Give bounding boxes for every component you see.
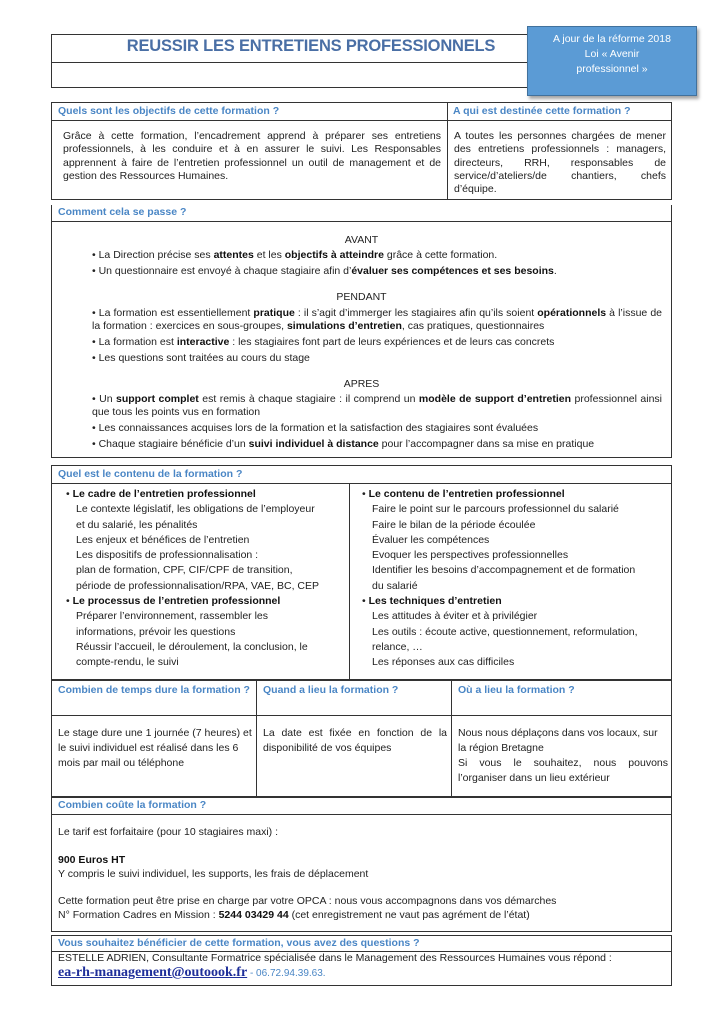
topic-line: Préparer l’environnement, rassembler les (76, 610, 268, 623)
logistics-section (51, 680, 672, 797)
contact-section (51, 935, 672, 986)
divider (52, 814, 671, 815)
divider (52, 221, 671, 222)
content-left-column (66, 487, 346, 671)
contact-links (58, 966, 326, 980)
topic-line: Evoquer les perspectives professionnelles (372, 549, 569, 562)
contact-text: ESTELLE ADRIEN, Consultante Formatrice spécialisée dans le Management des Ressources Humaines vous répond : (58, 952, 612, 964)
divider (52, 680, 671, 681)
topic-lines (362, 609, 667, 670)
where-line: Si vous le souhaitez, nous pouvons l’organiser dans un lieu extérieur (458, 757, 668, 784)
audience-label: A qui est destinée cette formation ? (453, 105, 631, 117)
divider (256, 680, 257, 796)
topic-title: • Le cadre de l’entretien professionnel (66, 487, 346, 502)
topic-line: Réussir l’accueil, le déroulement, la conclusion, le (76, 640, 308, 653)
content-right-column (362, 487, 667, 671)
cost-line: Y compris le suivi individuel, les supports, les frais de déplacement (58, 868, 369, 880)
topic-line: informations, prévoir les questions (76, 625, 236, 638)
cost-section (51, 797, 672, 932)
badge-line: Loi « Avenir (584, 48, 640, 60)
reform-badge (527, 26, 697, 96)
divider (52, 483, 671, 484)
topic-line: Faire le point sur le parcours professionnel du salarié (372, 503, 619, 516)
topic-line: compte-rendu, le suivi (76, 656, 179, 669)
apres-heading: APRES (343, 378, 380, 390)
objectives-section (51, 102, 672, 200)
topic-title: • Les techniques d’entretien (362, 594, 667, 609)
divider (52, 120, 671, 121)
topic-line: Les dispositifs de professionnalisation : (76, 549, 259, 562)
contact-label: Vous souhaitez bénéficier de cette formation, vous avez des questions ? (58, 937, 420, 949)
header-divider (51, 62, 591, 63)
topic-title: • Le contenu de l’entretien professionnel (362, 487, 667, 502)
where-line: Nous nous déplaçons dans vos locaux, sur la région Bretagne (458, 727, 658, 754)
phone-number: - 06.72.94.39.63. (247, 968, 326, 979)
topic-line: Faire le bilan de la période écoulée (372, 518, 536, 531)
topic-lines (362, 502, 667, 594)
cost-line: Cette formation peut être prise en charge par votre OPCA : nous vous accompagnons dans vos démarches (58, 895, 557, 907)
divider (349, 483, 350, 679)
process-section (51, 205, 672, 458)
audience-text: A toutes les personnes chargées de mener des entretiens professionnels : managers, directeurs, RRH, responsables de service/d’ateliers/de chantiers, chefs d’équipe. (454, 130, 666, 196)
badge-line: A jour de la réforme 2018 (553, 33, 671, 45)
process-label: Comment cela se passe ? (58, 206, 187, 218)
topic-lines (66, 502, 346, 594)
pendant-bullet: • Les questions sont traitées au cours du stage (92, 352, 662, 365)
content-label: Quel est le contenu de la formation ? (58, 468, 243, 480)
cost-line: Le tarif est forfaitaire (pour 10 stagiaires maxi) : (58, 826, 279, 838)
pendant-bullet: • La formation est essentiellement pratique : il s’agit d’immerger les stagiaires afin qu’ils soient opérationnels à l’issue de la formation : exercices en sous-groupes, simulations d’entretien, cas pratiques, questionnaires (92, 307, 662, 334)
divider (52, 715, 671, 716)
topic-line: Identifier les besoins d’accompagnement et de formation (372, 564, 636, 577)
topic-line: Les enjeux et bénéfices de l’entretien (76, 533, 250, 546)
when-text: La date est fixée en fonction de la disponibilité de vos équipes (263, 727, 447, 754)
apres-bullet: • Chaque stagiaire bénéficie d’un suivi individuel à distance pour l’accompagner dans sa mise en pratique (92, 438, 662, 451)
cost-label: Combien coûte la formation ? (58, 799, 207, 811)
apres-bullet: • Un support complet est remis à chaque stagiaire : il comprend un modèle de support d’entretien professionnel ainsi que tous les points vus en formation (92, 393, 662, 420)
topic-line: Les attitudes à éviter et à privilégier (372, 610, 538, 623)
duration-text: Le stage dure une 1 journée (7 heures) et le suivi individuel est réalisé dans les 6 mois par mail ou téléphone (58, 727, 252, 769)
avant-bullet: • Un questionnaire est envoyé à chaque stagiaire afin d’évaluer ses compétences et ses besoins. (92, 265, 662, 278)
avant-heading: AVANT (344, 234, 379, 246)
where-text (458, 726, 668, 786)
topic-line: Le contexte législatif, les obligations de l’employeur (76, 503, 315, 516)
badge-line: professionnel » (576, 63, 648, 75)
divider (447, 103, 448, 199)
topic-line: Les réponses aux cas difficiles (372, 656, 515, 669)
registration-number: N° Formation Cadres en Mission : 5244 03429 44 (cet enregistrement ne vaut pas agrément de l’état) (58, 909, 530, 921)
topic-title: • Le processus de l’entretien professionnel (66, 594, 346, 609)
duration-label: Combien de temps dure la formation ? (58, 684, 250, 696)
apres-bullet: • Les connaissances acquises lors de la formation et la satisfaction des stagiaires sont évaluées (92, 422, 662, 435)
topic-line: relance, … (372, 640, 423, 653)
topic-line: période de professionnalisation/RPA, VAE, BC, CEP (76, 579, 319, 592)
divider (451, 680, 452, 796)
topic-line: plan de formation, CPF, CIF/CPF de transition, (76, 564, 293, 577)
topic-lines (66, 609, 346, 670)
where-label: Où a lieu la formation ? (458, 684, 575, 696)
topic-line: Évaluer les compétences (372, 533, 490, 546)
content-section (51, 465, 672, 680)
price: 900 Euros HT (58, 854, 126, 866)
topic-line: Les outils : écoute active, questionnement, reformulation, (372, 625, 638, 638)
topic-line: et du salarié, les pénalités (76, 518, 198, 531)
when-label: Quand a lieu la formation ? (263, 684, 399, 696)
objectives-label: Quels sont les objectifs de cette formation ? (58, 105, 280, 117)
pendant-heading: PENDANT (336, 291, 387, 303)
topic-line: du salarié (372, 579, 418, 592)
page-title: REUSSIR LES ENTRETIENS PROFESSIONNELS (126, 37, 496, 55)
email-link[interactable]: ea-rh-management@outoook.fr (58, 965, 248, 980)
avant-bullet: • La Direction précise ses attentes et les objectifs à atteindre grâce à cette formation. (92, 249, 662, 262)
pendant-bullet: • La formation est interactive : les stagiaires font part de leurs expériences et de leurs cas concrets (92, 336, 662, 349)
objectives-text: Grâce à cette formation, l’encadrement apprend à préparer ses entretiens professionnels, à les conduire et à en assurer le suivi. Les Responsables apprennent à faire de l’entretien professionnel un outil de management et de gestion des Ressources Humaines. (63, 130, 441, 182)
